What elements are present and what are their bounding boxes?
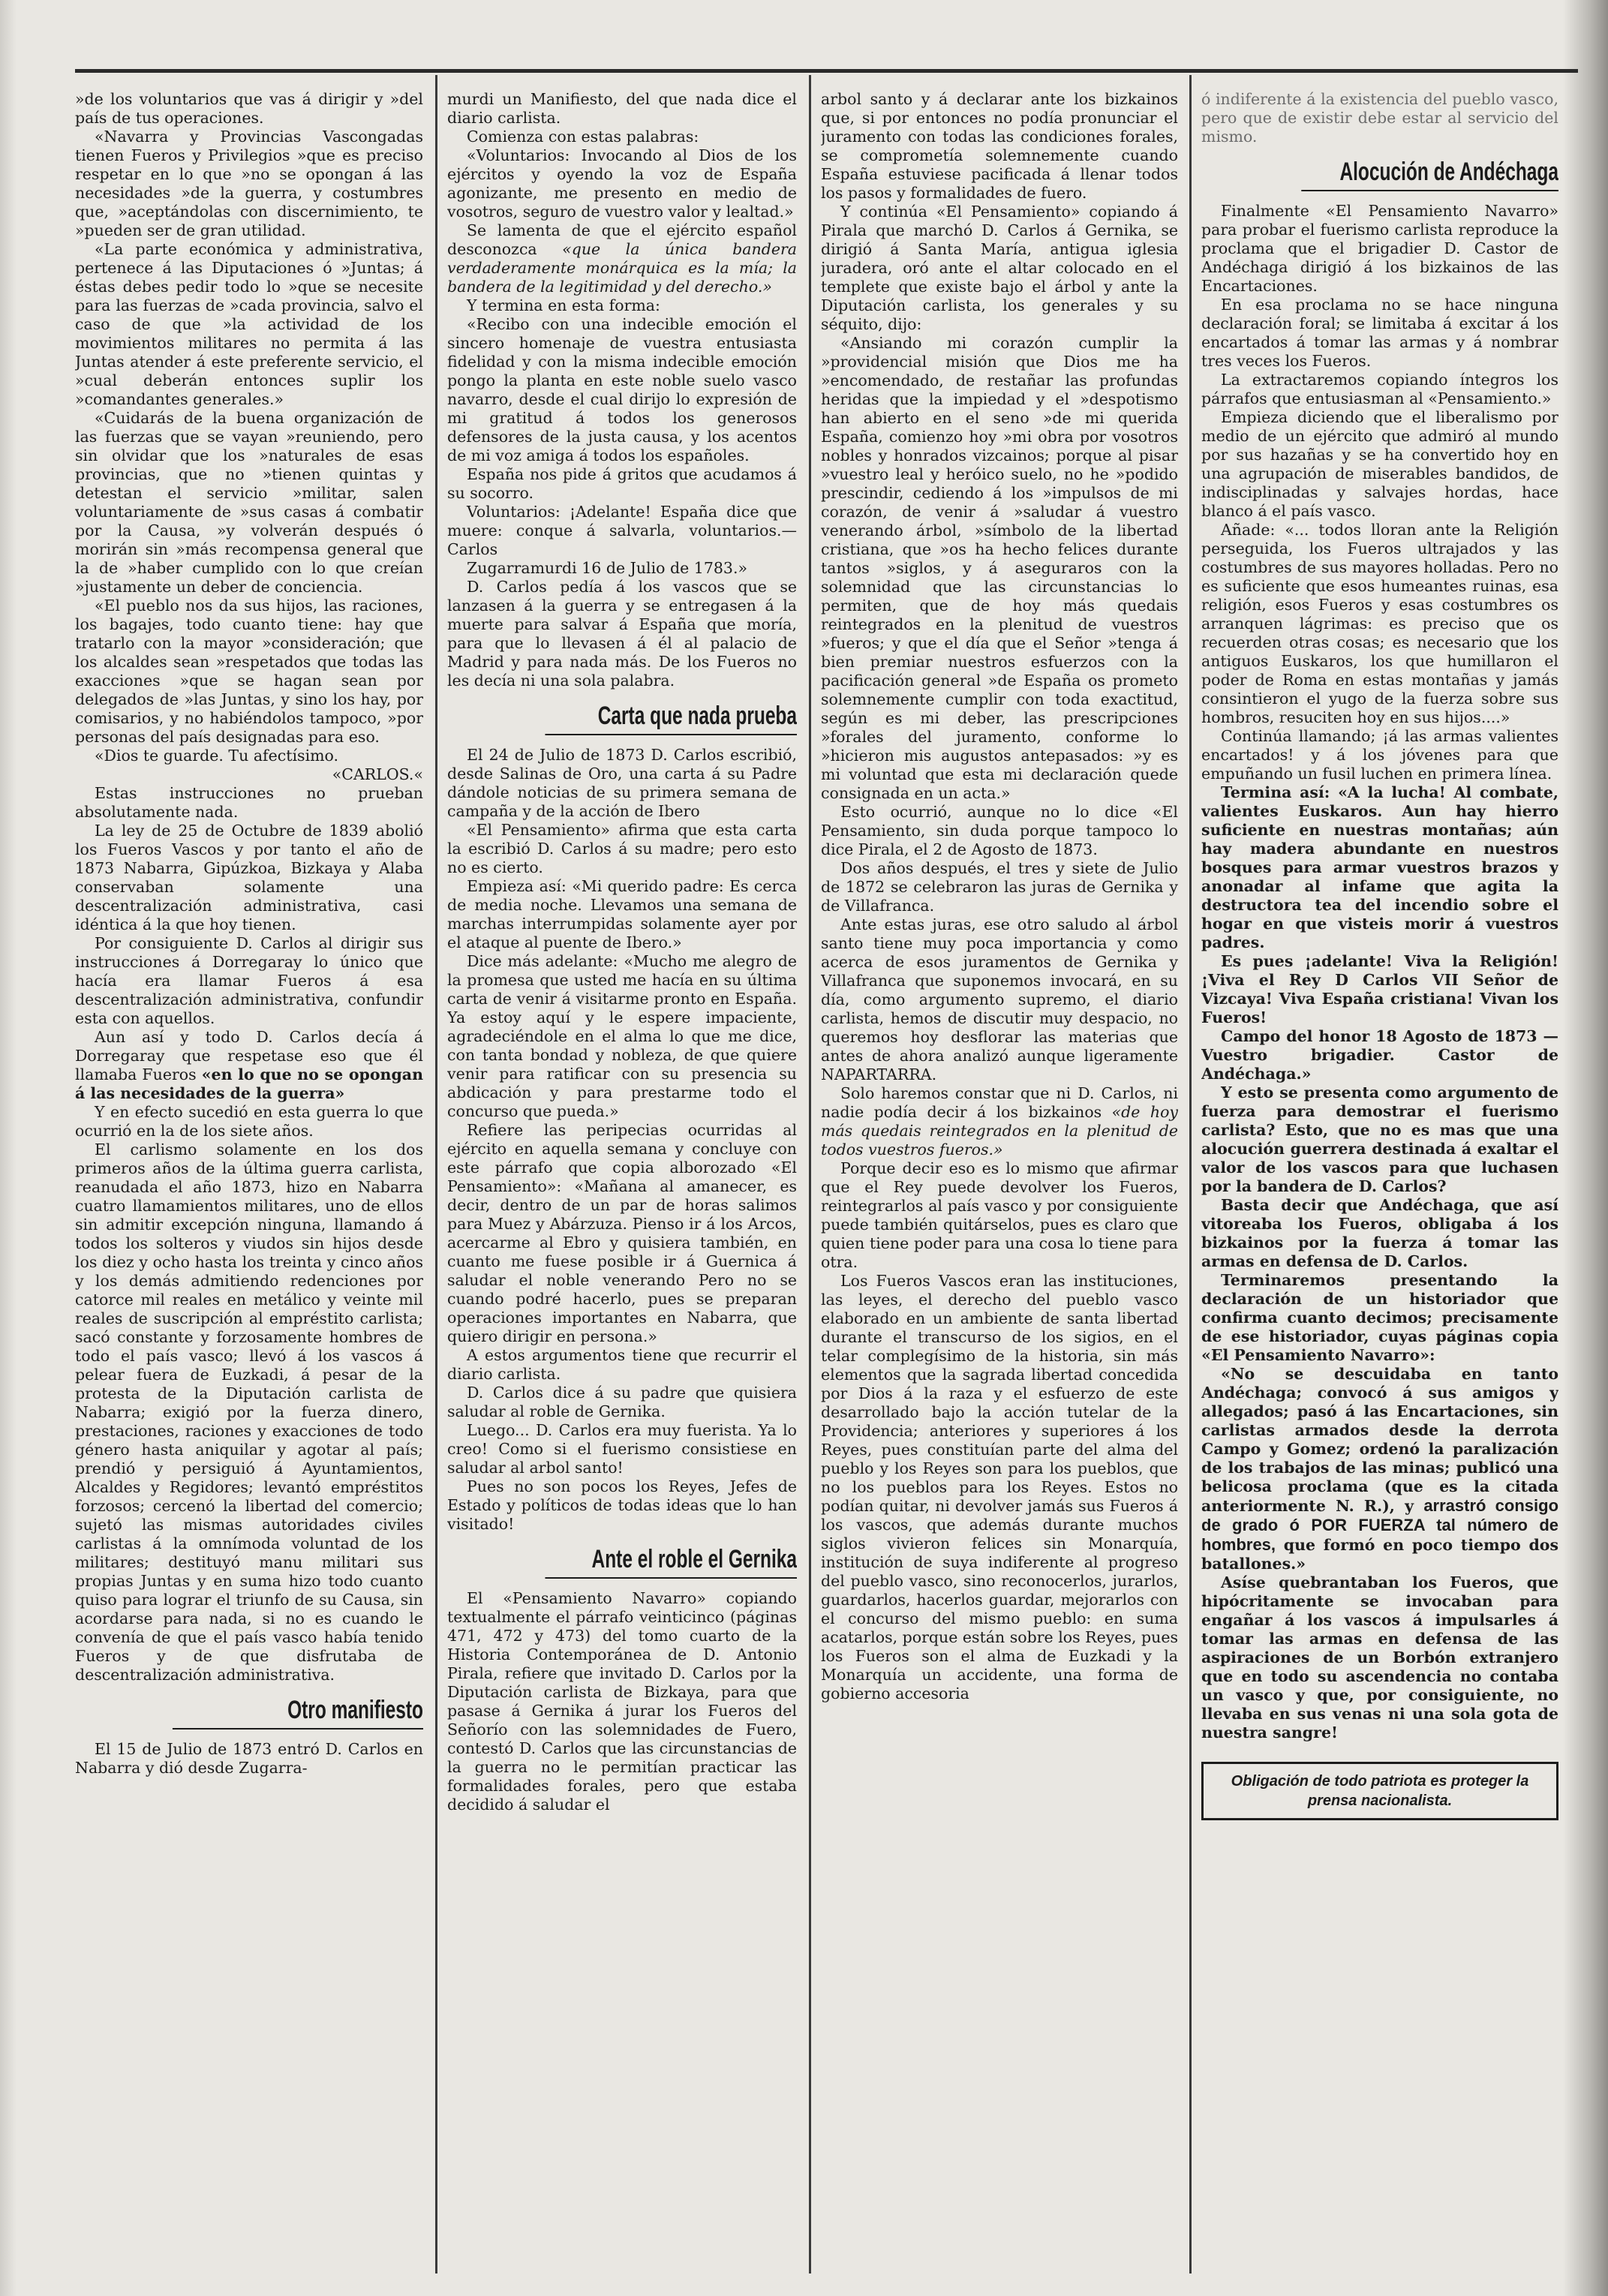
paragraph: Voluntarios: ¡Adelante! España dice que muere: conque á salvarla, voluntarios.—Carlos xyxy=(447,503,797,558)
paragraph xyxy=(75,1028,423,1103)
paragraph: «Recibo con una indecible emoción el sincero homenaje de vuestra entusiasta fidelidad y con la misma indecible emoción pongo la planta en este noble suelo vasco navarro, desde el cual dirijo lo expresión de mi gratitud á todos los generosos defensores de la justa causa, y los acentos de mi voz amiga á todos los españoles. xyxy=(447,315,797,464)
paragraph: Terminaremos presentando la declaración de un historiador que confirma cuanto decimos; precisamente de ese historiador, cuyas páginas copia «El Pensamiento Navarro»: xyxy=(1201,1271,1558,1364)
paragraph: Dice más adelante: «Mucho me alegro de la promesa que usted me hacía en su última carta de venir á visitarme pronto en España. Ya estoy aquí y le espere impaciente, agradeciéndole en el alma lo que me dice, con tanta bondad y nobleza, de que quiere venir para ratificar con su presencia su abdicación y para prestarme todo el concurso que pueda.» xyxy=(447,952,797,1120)
paragraph: «Navarra y Provincias Vascongadas tienen Fueros y Privilegios »que es preciso respetar en lo que »no se opongan á las necesidades »de la guerra, y costumbres que, »aceptándolas con discernimiento, te »pueden ser de gran utilidad. xyxy=(75,128,423,239)
paragraph: «Dios te guarde. Tu afectísimo. xyxy=(95,747,339,765)
paragraph: Es pues ¡adelante! Viva la Religión! ¡Viva el Rey D Carlos VII Señor de Vizcaya! Viva España cristiana! Vivan los Fueros! xyxy=(1201,952,1558,1026)
paragraph: Porque decir eso es lo mismo que afirmar que el Rey puede devolver los Fueros, reintegrarlos al país vasco y por consiguiente puede también quitárselos, pues es claro que quien tiene poder para una cosa lo tiene para otra. xyxy=(821,1159,1178,1271)
paragraph: Estas instrucciones no prueban absolutamente nada. xyxy=(75,784,423,821)
paragraph xyxy=(1201,1365,1558,1573)
paragraph: D. Carlos pedía á los vascos que se lanzasen á la guerra y se entregasen á la muerte para salvar á España que moría, para que lo llevasen á él al palacio de Madrid y para nada más. De los Fueros no les decía ni una sola palabra. xyxy=(447,578,797,690)
paragraph: Refiere las peripecias ocurridas al ejército en aquella semana y concluye con este párrafo que copia alborozado «El Pensamiento»: «Mañana al amanecer, es decir, dentro de un par de horas salimos para Muez y Abárzuza. Pienso ir á los Arcos, acercarme al Ebro y quisiera también, en cuanto me fuese posible ir á Guernica á saludar el noble venerando Pero no se cuando podré hacerlo, pues se preparan operaciones importantes en Nabarra, que quiero dirigir en persona.» xyxy=(447,1121,797,1345)
paragraph: Continúa llamando; ¡á las armas valientes encartados! y á los jóvenes para que empuñando un fusil luchen en primera línea. xyxy=(1201,727,1558,783)
paragraph: «Ansiando mi corazón cumplir la »providencial misión que Dios me ha »encomendado, de restañar las profundas heridas que la impiedad y el »despotismo han abierto en el seno »de mi querida España, comienzo hoy »mi obra por vosotros nobles y honrados vizcainos; porque al pisar »vuestro leal y heróico suelo, no he »podido prescindir, cediendo á los »impulsos de mi corazón, de venir á »saludar á vuestro venerando árbol, »símbolo de la libertad cristiana, que »os ha hecho felices durante tantos »siglos, y á aseguraros con la solemnidad que las circunstancias lo permiten, que de hoy más quedais reintegrados en la plenitud de vuestros »fueros; y que el día que el Señor »tenga á bien premiar nuestros esfuerzos con la pacificación general »de España os prometo solemnemente cumplir con toda exactitud, según es mi deber, las prescripciones »forales del juramento, conforme lo »hicieron mis augustos antepasados: »y es mi voluntad que esta mi declaración quede consignada en un acta.» xyxy=(821,334,1178,802)
paragraph: Los Fueros Vascos eran las instituciones, las leyes, el derecho del pueblo vasco elaborado en un ambiente de santa libertad durante el transcurso de los sigios, en el telar complegísimo de la historia, sin más elementos que la sagrada libertad concedida por Dios á la raza y el esfuerzo de este desarrollado bajo la acción tutelar de la Providencia; anteriores y superiores á los Reyes, pues constituían parte del alma del pueblo y los Reyes son para los pueblos, que no los pueblos para los Reyes. Estos no podían quitar, ni devolver jamás sus Fueros á los vascos, que además durante muchos siglos vivieron felices sin Monarquía, institución de suya indiferente al progreso del pueblo vasco, sino reconocerlos, jurarlos, guardarlos, hacerlos guardar, mejorarlos con el concurso del mismo pueblo: en suma acatarlos, porque están sobre los Reyes, pues los Fueros son el alma de Euzkadi y la Monarquía un accidente, una forma de gobierno accesoria xyxy=(821,1272,1178,1702)
emphasis-quote: «en lo que no se opongan á las necesidades de la guerra» xyxy=(75,1065,423,1102)
paragraph: A estos argumentos tiene que recurrir el diario carlista. xyxy=(447,1346,797,1383)
paragraph: El 24 de Julio de 1873 D. Carlos escribió, desde Salinas de Oro, una carta á su Padre dándole noticias de su primera semana de campaña y de la acción de Ibero xyxy=(447,746,797,820)
paragraph: Y esto se presenta como argumento de fuerza para demostrar el fuerismo carlista? Esto, que no es mas que una alocución guerrera destinada á exaltar el valor de los vascos para que luchasen por la bandera de D. Carlos? xyxy=(1201,1083,1558,1195)
paragraph xyxy=(821,1084,1178,1159)
paragraph: El «Pensamiento Navarro» copiando textualmente el párrafo veinticinco (páginas 471, 472 y 473) del tomo cuarto de la Historia Contemporánea de D. Antonio Pirala, refiere que invitado D. Carlos por la Diputación carlista de Bizkaya, para que pasase á Gernika á jurar los Fueros del Señorío con las solemnidades de Fuero, contestó D. Carlos que las circunstancias de la guerra no le permitían practicar las formalidades forales, pero que estaba decidido á saludar el xyxy=(447,1589,797,1814)
paragraph-text: Se lamenta de que el ejército español desconozca xyxy=(447,221,797,258)
column-1 xyxy=(75,90,423,2281)
paragraph: Luego... D. Carlos era muy fuerista. Ya lo creo! Como si el fuerismo consistiese en saludar al arbol santo! xyxy=(447,1421,797,1477)
paragraph: La extractaremos copiando íntegros los párrafos que entusiasman al «Pensamiento.» xyxy=(1201,371,1558,407)
section-heading: Ante el roble el Gernika xyxy=(545,1544,797,1579)
paragraph: Basta decir que Andéchaga, que así vitoreaba los Fueros, obligaba á los bizkainos por la fuerza á tomar las armas en defensa de D. Carlos. xyxy=(1201,1196,1558,1270)
paragraph: La ley de 25 de Octubre de 1839 abolió los Fueros Vascos y por tanto el año de 1873 Nabarra, Gipúzkoa, Bizkaya y Alaba conservaban solamente una descentralización administrativa, casi idéntica á la que hoy tienen. xyxy=(75,822,423,933)
italic-quote: «que la única bandera verdaderamente monárquica es la mía; la bandera de la legitimidad y del derecho.» xyxy=(447,240,797,296)
emphasis-quote: arrastró consigo de grado ó POR FUERZA tal número de hombres, xyxy=(1201,1496,1558,1554)
paragraph: Por consiguiente D. Carlos al dirigir sus instrucciones á Dorregaray lo único que hacía era llamar Fueros á esa descentralización administrativa, confundir esta con aquellos. xyxy=(75,934,423,1027)
paragraph: El 15 de Julio de 1873 entró D. Carlos en Nabarra y dió desde Zugarra- xyxy=(75,1740,423,1777)
column-3 xyxy=(821,90,1178,2281)
paragraph: Esto ocurrió, aunque no lo dice «El Pensamiento, sin duda porque tampoco lo dice Pirala, el 2 de Agosto de 1873. xyxy=(821,803,1178,858)
paragraph: Ante estas juras, ese otro saludo al árbol santo tiene muy poca importancia y como acerca de esos juramentos de Gernika y Villafranca que suponemos invocará, en su día, como argumento supremo, el diario carlista, hemos de discutir muy despacio, no queremos hoy desflorar las materias que antes de ahora analizó aunque ligeramente NAPARTARRA. xyxy=(821,915,1178,1083)
page-right-edge xyxy=(1563,0,1608,2296)
paragraph: Zugarramurdi 16 de Julio de 1783.» xyxy=(467,559,748,577)
paragraph: «La parte económica y administrativa, pertenece á las Diputaciones ó »Juntas; á éstas debes pedir todo lo »que se necesite para las fuerzas de »cada provincia, salvo el caso de que »la actividad de los movimientos militares no permita á las Juntas atender á este preferente servicio, el »cual deberán entonces suplir los »comandantes generales.» xyxy=(75,240,423,408)
paragraph: Y continúa «El Pensamiento» copiando á Pirala que marchó D. Carlos á Gernika, se dirigió á Santa María, antigua iglesia juradera, oró ante el altar colocado en el templete que existe bajo el árbol y ante la Diputación carlista, los generales y su séquito, dijo: xyxy=(821,203,1178,333)
top-rule xyxy=(75,69,1578,73)
column-separator xyxy=(1189,75,1192,2273)
paragraph-text: Solo haremos constar que ni D. Carlos, ni nadie podía decir á los bizkainos xyxy=(821,1084,1178,1121)
paragraph-text: Aun así y todo D. Carlos decía á Dorregaray que respetase eso que él llamaba Fueros xyxy=(75,1028,423,1083)
paragraph: Finalmente «El Pensamiento Navarro» para probar el fuerismo carlista reproduce la proclama que el brigadier D. Castor de Andéchaga dirigió á los bizkainos de las Encartaciones. xyxy=(1201,202,1558,295)
paragraph: Comienza con estas palabras: xyxy=(467,128,699,146)
paragraph: España nos pide á gritos que acudamos á su socorro. xyxy=(447,465,797,502)
paragraph: Pues no son pocos los Reyes, Jefes de Estado y políticos de todas ideas que lo han visitado! xyxy=(447,1477,797,1533)
paragraph: Campo del honor 18 Agosto de 1873 —Vuestro brigadier. Castor de Andéchaga.» xyxy=(1201,1027,1558,1083)
notice-box: Obligación de todo patriota es proteger la prensa nacionalista. xyxy=(1201,1762,1558,1820)
paragraph: Y termina en esta forma: xyxy=(467,296,660,314)
paragraph: »de los voluntarios que vas á dirigir y »del país de tus operaciones. xyxy=(75,90,423,127)
paragraph: «Voluntarios: Invocando al Dios de los ejércitos y oyendo la voz de España agonizante, me presento en medio de vosotros, seguro de vuestro valor y lealtad.» xyxy=(447,146,797,221)
paragraph: D. Carlos dice á su padre que quisiera saludar al roble de Gernika. xyxy=(447,1384,797,1420)
paragraph: Dos años después, el tres y siete de Julio de 1872 se celebraron las juras de Gernika y de Villafranca. xyxy=(821,859,1178,915)
section-heading: Carta que nada prueba xyxy=(545,701,797,735)
column-4 xyxy=(1201,90,1558,2281)
paragraph: Termina así: «A la lucha! Al combate, valientes Euskaros. Aun hay hierro suficiente en nuestras montañas; aún hay madera abundante en nuestros bosques para armar vuestros brazos y anonadar al infame que agita la destructora tea del incendio sobre el hogar en que visteis morir á vuestros padres. xyxy=(1201,783,1558,951)
paragraph: ó indiferente á la existencia del pueblo vasco, pero que de existir debe estar al servicio del mismo. xyxy=(1201,90,1558,146)
paragraph: Añade: «... todos lloran ante la Religión perseguida, los Fueros ultrajados y las costumbres de sus mayores holladas. Pero no es suficiente que esos humeantes ruinas, esa religión, esos Fueros y esas costumbres os arranquen lágrimas: es preciso que os recuerden otras cosas; es necesario que los antiguos Euskaros, los que humillaron el poder de Roma en estas montañas y jamás consintieron el yugo de la fuerza sobre sus hombros, resuciten hoy en sus hijos....» xyxy=(1201,521,1558,726)
paragraph-text: «No se descuidaba en tanto Andéchaga; convocó á sus amigos y allegados; pasó á las Encartaciones, sin carlistas armados desde la derrota Campo y Gomez; ordenó la paralización de los trabajos de las minas; publicó una belicosa proclama (que es la citada anteriormente N. R.), y xyxy=(1201,1365,1558,1515)
italic-quote: «de hoy más quedais reintegrados en la plenitud de todos vuestros fueros.» xyxy=(821,1103,1178,1159)
paragraph: «El pueblo nos da sus hijos, las raciones, los bagajes, todo cuanto tiene: hay que tratarlo con la mayor »consideración; que los alcaldes sean »respetados que todas las exacciones »que se hagan sean por delegados de »las Juntas, y sino los hay, por comisarios, y no habiéndolos tampoco, »por personas del país designadas para eso. xyxy=(75,597,423,746)
paragraph-text: que formó en poco tiempo dos batallones.» xyxy=(1201,1536,1558,1573)
paragraph: Asíse quebrantaban los Fueros, que hipócritamente se invocaban para engañar á los vascos á impulsarles á tomar las armas en defensa de las aspiraciones de un Borbón extranjero que en todo su ascendencia no contaba un vasco y que, por consiguiente, no llevaba en sus venas ni una sola gota de nuestra sangre! xyxy=(1201,1573,1558,1742)
paragraph: Empieza así: «Mi querido padre: Es cerca de media noche. Llevamos una semana de marchas interrumpidas solamente ayer por el ataque al puente de Ibero.» xyxy=(447,877,797,951)
page-left-edge xyxy=(0,0,17,2296)
paragraph: murdi un Manifiesto, del que nada dice el diario carlista. xyxy=(447,90,797,127)
column-separator xyxy=(435,75,437,2273)
paragraph: El carlismo solamente en los dos primeros años de la última guerra carlista, reanudada el año 1873, hizo en Nabarra cuatro llamamientos militares, uno de ellos sin admitir excepción ninguna, llamando á todos los solteros y viudos sin hijos desde los diez y ocho hasta los treinta y cinco años y los demás admitiendo redenciones por catorce mil reales en metálico y veinte mil reales de suscripción al empréstito carlista; sacó constante y forzosamente hombres de todo el país vasco; llevó á los vascos á pelear fuera de Euzkadi, á pesar de la protesta de la Diputación carlista de Nabarra; exigió por la fuerza dinero, prestaciones, raciones y exacciones de todo género hasta aniquilar y agotar al país; prendió y persiguió á Ayuntamientos, Alcaldes y Regidores; levantó empréstitos forzosos; cercenó la libertad del comercio; sujetó las mismas autoridades civiles carlistas á la omnímoda voluntad de los militares; destituyó manu militari sus propias Juntas y en suma hizo todo cuanto quiso para lograr el triunfo de su Causa, sin acordarse para nada, si no es cuando le convenía de que el país vasco había tenido Fueros y de que disfrutaba de descentralización administrativa. xyxy=(75,1140,423,1684)
paragraph: «Cuidarás de la buena organización de las fuerzas que se vayan »reuniendo, pero sin olvidar que los »naturales de esas provincias, que no »tienen quintas y detestan el servicio »militar, salen voluntariamente de »sus casas á combatir por la Causa, »y volverán después ó morirán sin »más recompensa general que la de »haber cumplido con lo que creían »justamente un deber de conciencia. xyxy=(75,409,423,596)
paragraph: Y en efecto sucedió en esta guerra lo que ocurrió en la de los siete años. xyxy=(75,1103,423,1140)
column-2 xyxy=(447,90,797,2281)
column-separator xyxy=(809,75,811,2273)
paragraph: En esa proclama no se hace ninguna declaración foral; se limitaba á excitar á los encartados á tomar las armas y á nombrar tres veces los Fueros. xyxy=(1201,296,1558,370)
paragraph: «El Pensamiento» afirma que esta carta la escribió D. Carlos á su madre; pero esto no es cierto. xyxy=(447,821,797,876)
section-heading: Otro manifiesto xyxy=(173,1695,423,1730)
paragraph xyxy=(447,221,797,296)
paragraph: Empieza diciendo que el liberalismo por medio de un ejército que admiró al mundo por sus hazañas y se ha convertido hoy en una agrupación de miserables bandidos, de indisciplinadas y salvajes hordas, hace blanco á el país vasco. xyxy=(1201,408,1558,520)
section-heading: Alocución de Andéchaga xyxy=(1301,157,1558,191)
paragraph: arbol santo y á declarar ante los bizkainos que, si por entonces no podía pronunciar el juramento con todas las condiciones forales, se comprometía solemnemente cuando España estuviese pacificada á llenar todos los pasos y formalidades de fuero. xyxy=(821,90,1178,202)
signature: «CARLOS.« xyxy=(332,765,423,783)
